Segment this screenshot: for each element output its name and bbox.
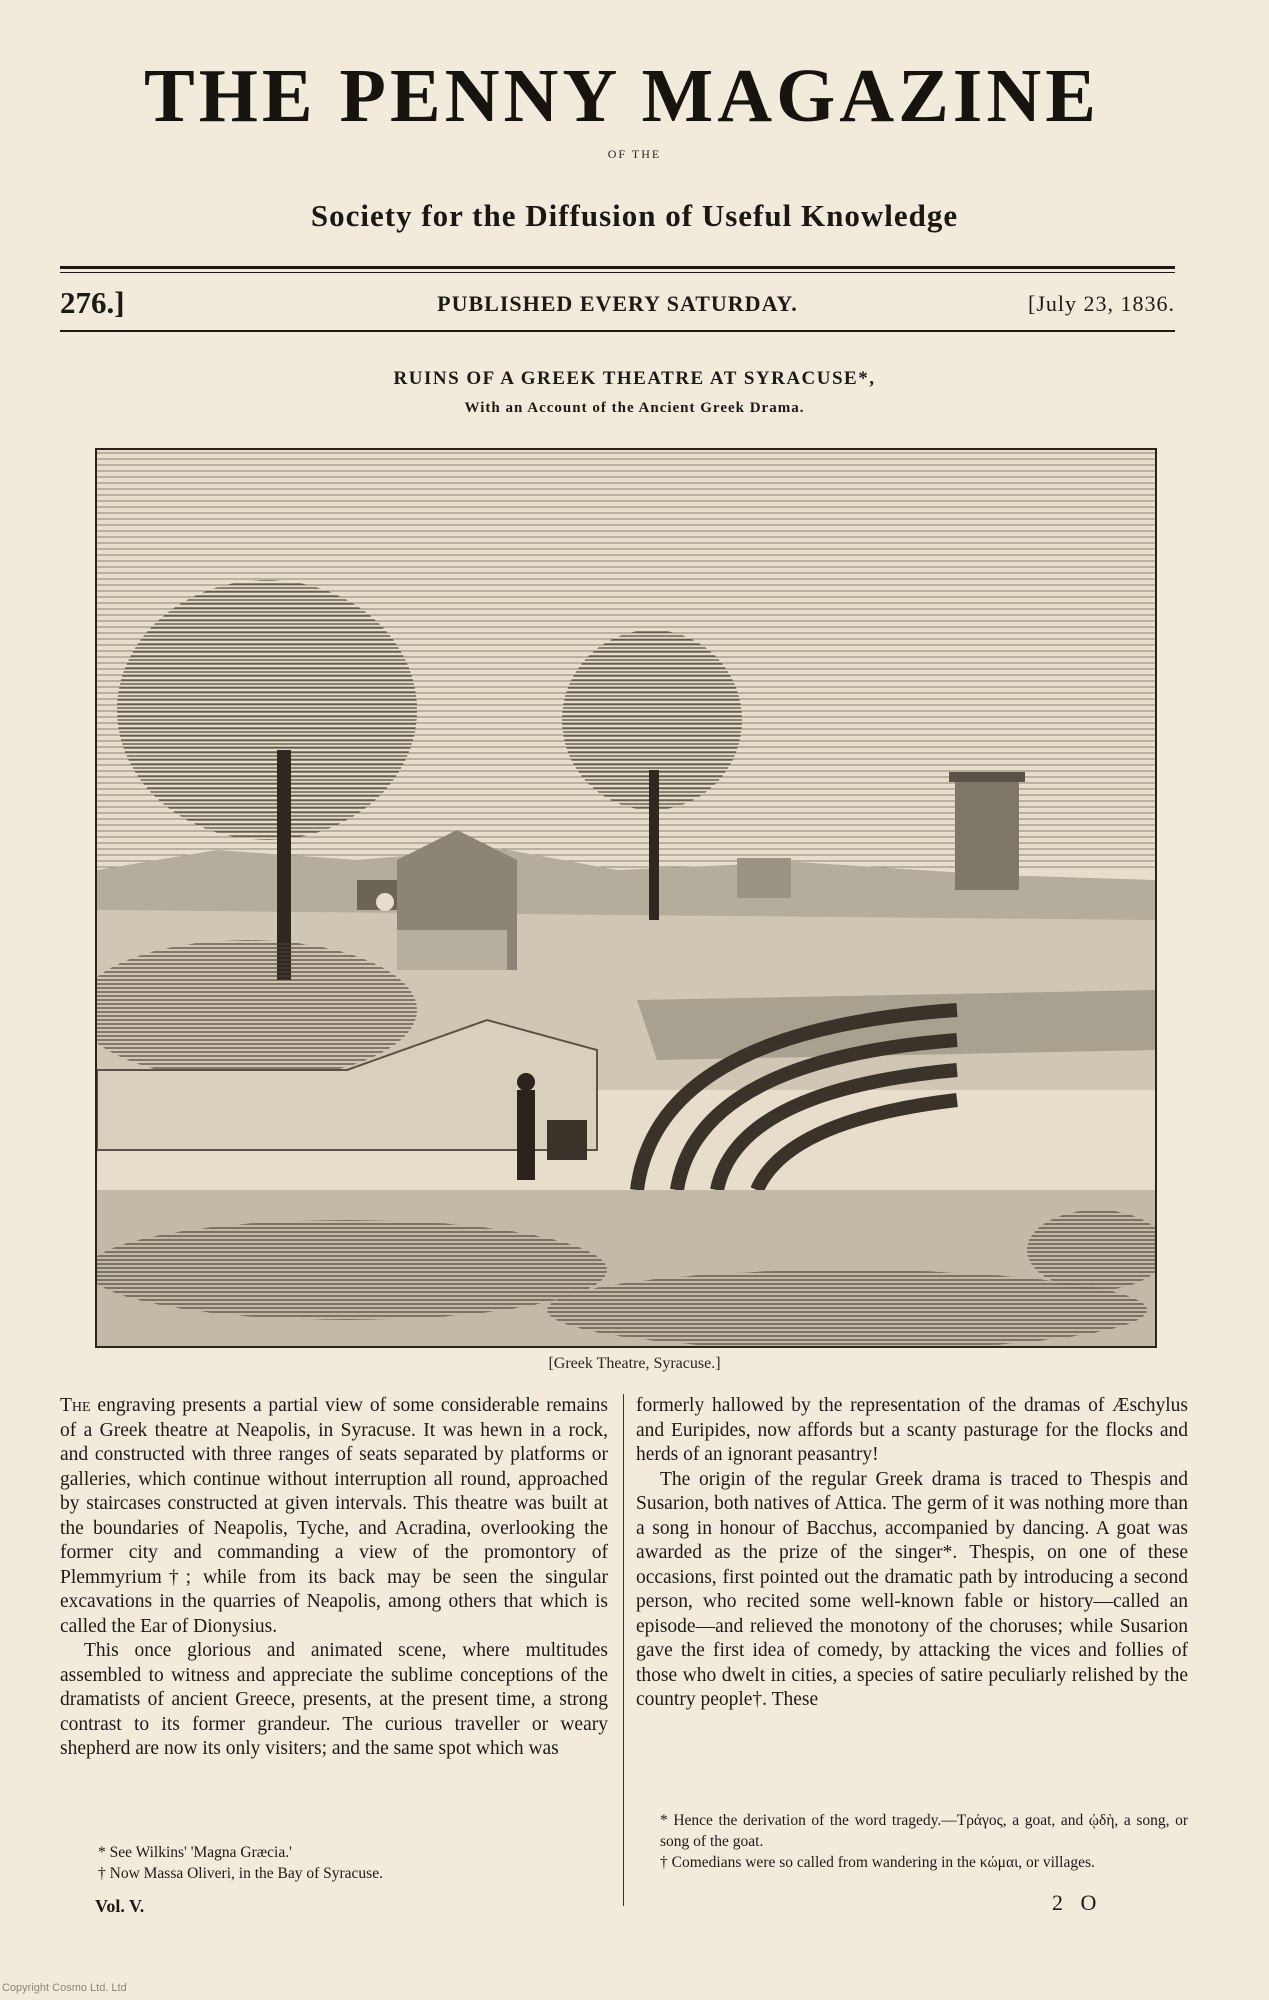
engraving-illustration xyxy=(95,448,1157,1348)
footnote: * See Wilkins' 'Magna Græcia.' xyxy=(98,1844,292,1861)
seated-figure xyxy=(547,1120,587,1160)
paragraph: This once glorious and animated scene, where multitudes assembled to witness and appreciate the sublime conceptions of the dramatists of ancient Greece, presents, at the present time, a strong contrast to its former grandeur. The curious traveller or weary shepherd are now its only visiters; and the same spot which was xyxy=(60,1640,608,1759)
left-footnotes xyxy=(60,1842,608,1884)
column-divider xyxy=(623,1394,624,1906)
left-tree xyxy=(117,580,417,840)
tower xyxy=(955,780,1019,890)
masthead-of-the: OF THE xyxy=(607,147,662,161)
footnote: * Hence the derivation of the word tragedy.—Τράγος, a goat, and ᾠδὴ, a song, or song of the goat. xyxy=(660,1812,1188,1850)
footnote: † Now Massa Oliveri, in the Bay of Syracuse. xyxy=(98,1865,383,1882)
left-column xyxy=(60,1394,608,1762)
paragraph: formerly hallowed by the representation of the dramas of Æschylus and Euripides, now affords but a scanty pasturage for the flocks and herds of an ignorant peasantry! xyxy=(636,1395,1188,1465)
right-footnotes xyxy=(636,1810,1188,1873)
masthead-title: THE PENNY MAGAZINE xyxy=(144,54,1100,138)
top-rule-thin xyxy=(60,272,1175,273)
volume-label: Vol. V. xyxy=(95,1896,145,1916)
publication-frequency: PUBLISHED EVERY SATURDAY. xyxy=(437,291,798,316)
copyright-notice: Copyright Cosmo Ltd. Ltd xyxy=(2,1982,127,1994)
masthead-subtitle: Society for the Diffusion of Useful Knowledge xyxy=(310,198,959,233)
bottom-rule xyxy=(60,330,1175,332)
standing-figure xyxy=(517,1090,535,1180)
issue-date: [July 23, 1836. xyxy=(1028,291,1175,316)
footnote: † Comedians were so called from wandering in the κώμαι, or villages. xyxy=(660,1854,1095,1871)
issue-number: 276.] xyxy=(60,285,125,320)
top-rule xyxy=(60,266,1175,269)
foreground-foliage xyxy=(97,1220,607,1320)
signature-mark: 2 O xyxy=(1052,1890,1103,1915)
issue-bar xyxy=(60,283,1175,323)
article-title: RUINS OF A GREEK THEATRE AT SYRACUSE*, xyxy=(393,368,876,389)
drop-word: The xyxy=(60,1395,91,1416)
paragraph: The origin of the regular Greek drama is traced to Thespis and Susarion, both natives of Attica. The germ of it was nothing more than a song in honour of Bacchus, accompanied by dancing. A goat was awarded as the prize of the singer*. Thespis, on one of these occasions, first pointed out the dramatic path by introducing a second person, who recited some well-known fable or history—called an episode—and relieved the monotony of the choruses; while Susarion gave the first idea of comedy, by attacking the vices and follies of those who dwelt in cities, a species of satire peculiarly relished by the country people†. These xyxy=(636,1468,1188,1710)
engraving-caption: [Greek Theatre, Syracuse.] xyxy=(548,1355,721,1372)
paragraph: The engraving presents a partial view of some considerable remains of a Greek theatre at Neapolis, in Syracuse. It was hewn in a rock, and constructed with three ranges of seats separated by platforms or galleries, which continue without interruption all round, approached by staircases constructed at given intervals. This theatre was built at the boundaries of Neapolis, Tyche, and Acradina, overlooking the former city and commanding a view of the promontory of Plemmyrium†; while from its back may be seen the singular excavations in the quarries of Neapolis, among others that which is called the Ear of Dionysius. xyxy=(60,1395,608,1637)
right-column xyxy=(636,1394,1188,1713)
theatre-engraving-image xyxy=(97,450,1155,1346)
article-subtitle: With an Account of the Ancient Greek Drama. xyxy=(464,400,805,416)
